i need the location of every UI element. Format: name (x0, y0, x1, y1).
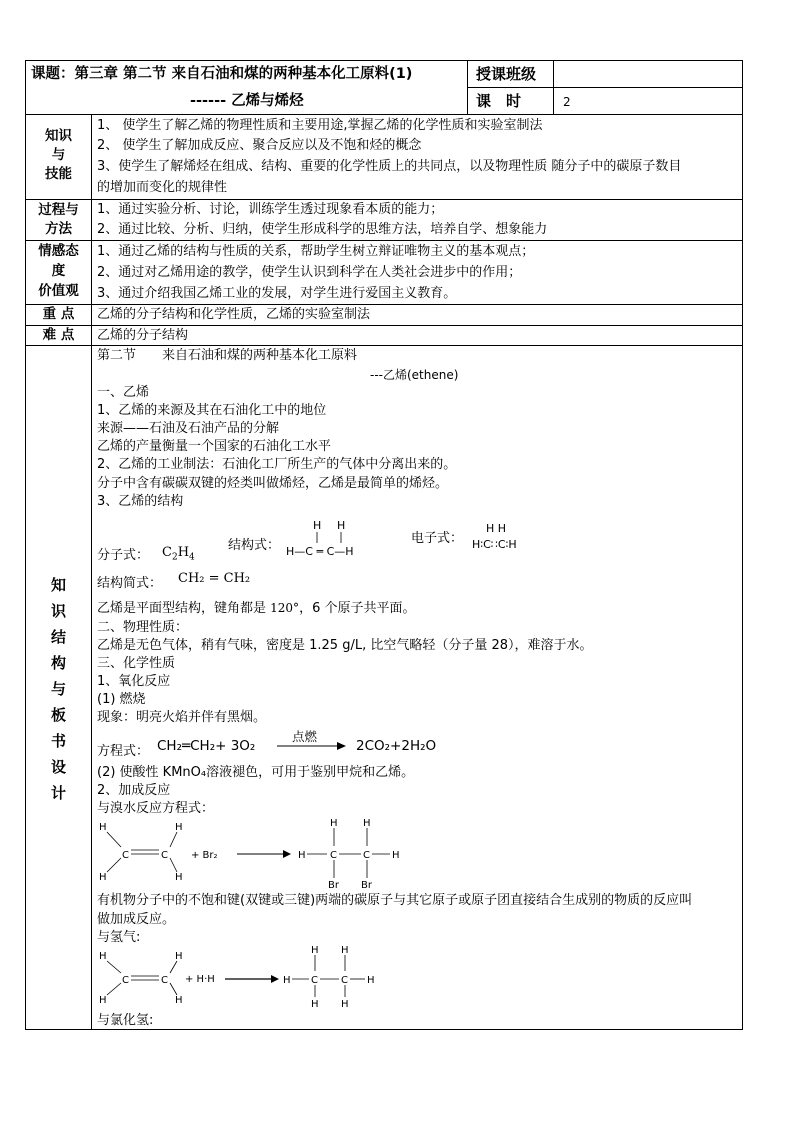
ethylene-structural-formula (282, 515, 382, 561)
bromine-heading: 与溴水反应方程式： (97, 801, 215, 816)
emotion-label: 情感态 度 价值观 (38, 243, 79, 299)
svg-text:C: C (330, 850, 337, 861)
process-line-2: 2、通过比较、分析、归纳，使学生形成科学的思维方法，培养自学、想象能力 (97, 222, 548, 237)
svg-text:C: C (311, 975, 318, 986)
svg-text:H: H (175, 995, 183, 1006)
part-3-heading: 三、化学性质 (97, 656, 176, 671)
kmno4-text: (2) 使酸性 KMnO₄溶液褪色，可用于鉴别甲烷和乙烯。 (97, 765, 415, 780)
electron-top: H H (486, 522, 507, 535)
industry-text: 2、乙烯的工业制法：石油化工厂所生产的气体中分离出来的。 (97, 457, 457, 472)
board-design-label: 知 识 结 构 与 板 书 设 计 (50, 576, 66, 802)
svg-text:H: H (341, 945, 349, 956)
atom-h: H (313, 519, 322, 532)
svg-text:H: H (99, 822, 107, 833)
structure-heading: 3、乙烯的结构 (97, 494, 184, 509)
addition-definition-2: 做加成反应。 (97, 912, 176, 927)
svg-text:Br: Br (328, 880, 339, 891)
hydrogen-heading: 与氢气: (97, 930, 141, 945)
source-text: 来源——石油及石油产品的分解 (97, 421, 280, 436)
process-line-1: 1、通过实验分析、讨论，训练学生透过现象看本质的能力； (97, 202, 444, 217)
hours-value: 2 (563, 95, 571, 109)
equation-label: 方程式： (97, 744, 150, 759)
svg-text:C: C (363, 850, 370, 861)
key-point-label: 重 点 (42, 306, 75, 322)
equation-right: 2CO₂+2H₂O (356, 738, 437, 754)
equation-left: CH₂═CH₂+ 3O₂ (157, 738, 256, 754)
svg-text:H: H (367, 975, 375, 986)
section-subtitle: ---乙烯(ethene) (370, 368, 459, 382)
svg-text:H: H (175, 951, 183, 962)
addition-heading: 2、加成反应 (97, 783, 171, 798)
physical-properties-text: 乙烯是无色气体，稍有气味，密度是 1.25 g/L, 比空气略轻（分子量 28），难溶于水。 (97, 638, 593, 653)
part-1-heading: 一、乙烯 (97, 385, 150, 400)
ethylene-electron-formula (470, 520, 540, 554)
svg-text:C: C (122, 975, 129, 986)
atom-h: H (337, 519, 346, 532)
svg-text:H: H (99, 951, 107, 962)
svg-text:H: H (175, 822, 183, 833)
simple-formula-value: CH₂ = CH₂ (178, 571, 251, 586)
planar-text: 乙烯是平面型结构，键角都是 120°，6 个原子共平面。 (97, 601, 416, 616)
emotion-line-3: 3、通过介绍我国乙烯工业的发展，对学生进行爱国主义教育。 (97, 286, 457, 301)
svg-text:H: H (311, 945, 319, 956)
knowledge-line-2: 2、 使学生了解加成反应、聚合反应以及不饱和烃的概念 (97, 138, 422, 153)
oxidation-heading: 1、氧化反应 (97, 674, 171, 689)
svg-text:Br: Br (361, 880, 372, 891)
svg-text:H: H (99, 995, 107, 1006)
svg-text:H: H (330, 818, 338, 829)
part-2-heading: 二、物理性质： (97, 620, 189, 635)
measure-text: 乙烯的产量衡量一个国家的石油化工水平 (97, 439, 332, 454)
emotion-line-2: 2、通过对乙烯用途的教学，使学生认识到科学在人类社会进步中的作用； (97, 265, 522, 280)
svg-text:H: H (175, 872, 183, 883)
hours-label: 课 时 (476, 92, 522, 110)
svg-text:C: C (161, 975, 168, 986)
svg-text:H: H (341, 999, 349, 1007)
emotion-line-1: 1、通过乙烯的结构与性质的关系，帮助学生树立辩证唯物主义的基本观点； (97, 244, 535, 259)
difficult-point-text: 乙烯的分子结构 (97, 328, 189, 343)
knowledge-label: 知识 与 技能 (45, 128, 72, 182)
reaction-arrow (277, 740, 347, 752)
svg-text:H: H (311, 999, 319, 1007)
struct-bottom: H—C ═ C—H (286, 545, 354, 558)
electron-bottom: H∶C∷C∶H (472, 538, 517, 551)
addition-definition-1: 有机物分子中的不饱和键(双键或三键)两端的碳原子与其它原子或原子团直接结合生成别的物质的反应叫 (97, 893, 693, 908)
electron-formula-label: 电子式： (411, 531, 464, 546)
combustion-heading: (1) 燃烧 (97, 692, 146, 707)
svg-text:+ Br₂: + Br₂ (191, 850, 218, 861)
alkene-definition: 分子中含有碳碳双键的烃类叫做烯烃，乙烯是最简单的烯烃。 (97, 476, 449, 491)
knowledge-line-3: 3、使学生了解烯烃在组成、结构、重要的化学性质上的共同点，以及物理性质 随分子中的碳原子数目 (97, 159, 682, 174)
svg-text:H: H (283, 975, 291, 986)
source-title: 1、乙烯的来源及其在石油化工中的地位 (97, 403, 327, 418)
svg-text:H: H (298, 850, 306, 861)
simple-formula-label: 结构简式： (97, 576, 163, 591)
svg-text:C: C (161, 850, 168, 861)
svg-text:+ H·H: + H·H (185, 974, 215, 985)
svg-text:H: H (99, 872, 107, 883)
hcl-heading: 与氯化氢: (97, 1013, 154, 1028)
difficult-point-label: 难 点 (42, 327, 75, 343)
equation-condition: 点燃 (292, 729, 318, 744)
lesson-subtitle: ------ 乙烯与烯烃 (190, 93, 304, 109)
svg-text:C: C (122, 850, 129, 861)
svg-text:H: H (392, 850, 400, 861)
knowledge-line-1: 1、 使学生了解乙烯的物理性质和主要用途,掌握乙烯的化学性质和实验室制法 (97, 118, 543, 133)
bromine-addition-diagram (95, 816, 415, 892)
class-label: 授课班级 (476, 65, 537, 83)
lesson-title: 课题：第三章 第二节 来自石油和煤的两种基本化工原料(1) (31, 66, 413, 82)
svg-text:C: C (341, 975, 348, 986)
key-point-text: 乙烯的分子结构和化学性质，乙烯的实验室制法 (97, 307, 371, 322)
molecular-formula-label: 分子式： (97, 548, 150, 563)
phenomenon-text: 现象：明亮火焰并伴有黑烟。 (97, 710, 267, 725)
molecular-formula-value: $C_2H_4$ (162, 545, 195, 563)
svg-text:H: H (363, 818, 371, 829)
knowledge-line-4: 的增加而变化的规律性 (97, 180, 228, 195)
section-title: 第二节 来自石油和煤的两种基本化工原料 (97, 348, 358, 363)
process-label: 过程与 方法 (38, 202, 79, 237)
struct-formula-label: 结构式： (228, 538, 281, 553)
hydrogen-addition-diagram (95, 945, 395, 1007)
